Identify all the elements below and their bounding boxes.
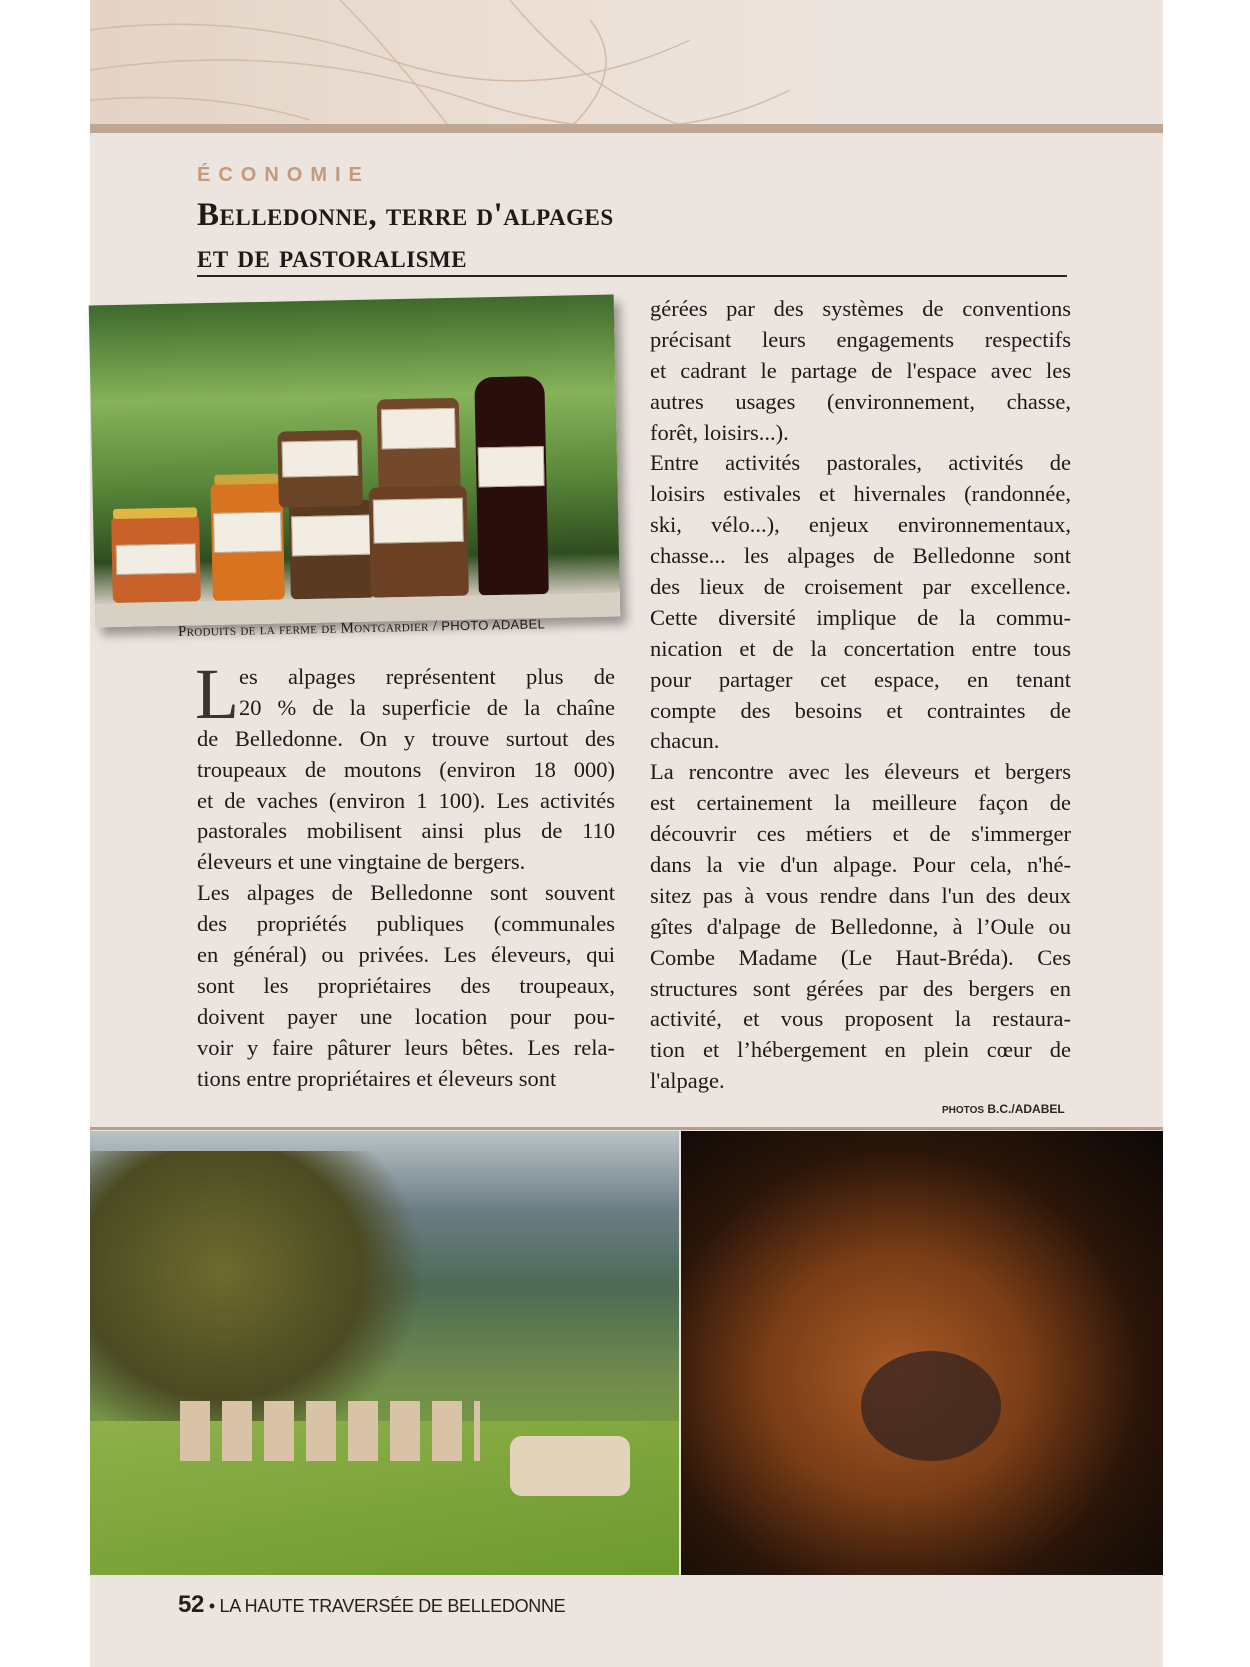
title-underline: [197, 275, 1067, 277]
text-line: doivent payer une location pour pou-: [197, 1003, 615, 1029]
cow-portrait-photo: [681, 1131, 1163, 1575]
caption-credit: PHOTO ADABEL: [441, 616, 546, 634]
text-line: précisant leurs engagements respectifs: [650, 326, 1071, 352]
text-line: activité, et vous proposent la restaura-: [650, 1006, 1071, 1032]
text-line: pour partager cet espace, en tenant: [650, 666, 1071, 692]
text-line: Combe Madame (Le Haut-Bréda). Ces: [650, 944, 1071, 970]
page-number: 52: [178, 1591, 205, 1618]
text-line: est certainement la meilleure façon de: [650, 790, 1071, 816]
text-line: des lieux de croisement par excellence.: [650, 574, 1071, 600]
text-line: et cadrant le partage de l'espace avec les: [650, 357, 1071, 383]
text-line: éleveurs et une vingtaine de bergers.: [197, 849, 526, 875]
credit-prefix: PHOTOS: [942, 1105, 985, 1116]
text-line: pastorales mobilisent ainsi plus de 110: [197, 818, 615, 844]
caption-text: Produits de la ferme de Montgardier /: [177, 618, 442, 640]
article-title: [197, 194, 614, 278]
cows-pasture-photo: [90, 1131, 679, 1575]
credit-name: B.C./ADABEL: [987, 1102, 1065, 1116]
text-line: forêt, loisirs...).: [650, 419, 789, 445]
text-line: voir y faire pâturer leurs bêtes. Les rela-: [197, 1034, 615, 1060]
top-divider-bar: [90, 124, 1163, 133]
page-footer: [178, 1591, 565, 1619]
text-line: tions entre propriétaires et éleveurs sont: [197, 1065, 557, 1091]
article-column-right: [650, 294, 1071, 1097]
footer-separator: •: [208, 1596, 215, 1616]
text-line: ski, vélo...), enjeux environnementaux,: [650, 512, 1071, 538]
text-line: autres usages (environnement, chasse,: [650, 388, 1071, 414]
text-line: chacun.: [650, 728, 720, 754]
text-line: gérées par des systèmes de conventions: [650, 296, 1071, 321]
text-line: 20 % de la superficie de la chaîne: [239, 694, 615, 720]
drop-cap: L: [195, 654, 239, 734]
text-line: tion et l’hébergement en plein cœur de: [650, 1037, 1071, 1063]
photo-divider: [90, 1127, 1163, 1130]
publication-title: LA HAUTE TRAVERSÉE DE BELLEDONNE: [219, 1596, 566, 1616]
title-line-2: et de pastoralisme: [197, 239, 468, 275]
text-line: en général) ou privées. Les éleveurs, qui: [197, 942, 615, 968]
article-column-left: [195, 654, 615, 1094]
text-line: troupeaux de moutons (environ 18 000): [197, 756, 615, 782]
farm-products-photo: [89, 295, 621, 628]
text-line: gîtes d'alpage de Belledonne, à l’Oule ou: [650, 913, 1071, 939]
title-line-1: Belledonne, terre d'alpages: [197, 197, 614, 233]
text-line: loisirs estivales et hivernales (randonnée,: [650, 481, 1071, 507]
text-line: de Belledonne. On y trouve surtout des: [197, 725, 615, 751]
text-line: structures sont gérées par des bergers en: [650, 975, 1071, 1001]
text-line: Les alpages de Belledonne sont souvent: [197, 880, 615, 906]
text-line: Entre activités pastorales, activités de: [650, 450, 1071, 476]
text-line: Cette diversité implique de la commu-: [650, 604, 1071, 630]
text-line: La rencontre avec les éleveurs et bergers: [650, 759, 1071, 785]
text-line: et de vaches (environ 1 100). Les activités: [197, 787, 615, 813]
text-line: dans la vie d'un alpage. Pour cela, n'hé-: [650, 852, 1071, 878]
text-line: sont les propriétaires des troupeaux,: [197, 972, 615, 998]
text-line: sitez pas à vous rendre dans l'un des deux: [650, 882, 1071, 908]
text-line: nication et de la concertation entre tous: [650, 635, 1071, 661]
section-label: ÉCONOMIE: [197, 164, 370, 186]
text-line: es alpages représentent plus de: [239, 664, 615, 689]
text-line: chasse... les alpages de Belledonne sont: [650, 543, 1071, 569]
photos-credit: [942, 1102, 1065, 1116]
text-line: compte des besoins et contraintes de: [650, 697, 1071, 723]
text-line: l'alpage.: [650, 1068, 725, 1094]
text-line: découvrir ces métiers et de s'immerger: [650, 821, 1071, 847]
map-texture-banner: [90, 0, 1163, 128]
text-line: des propriétés publiques (communales: [197, 911, 615, 937]
